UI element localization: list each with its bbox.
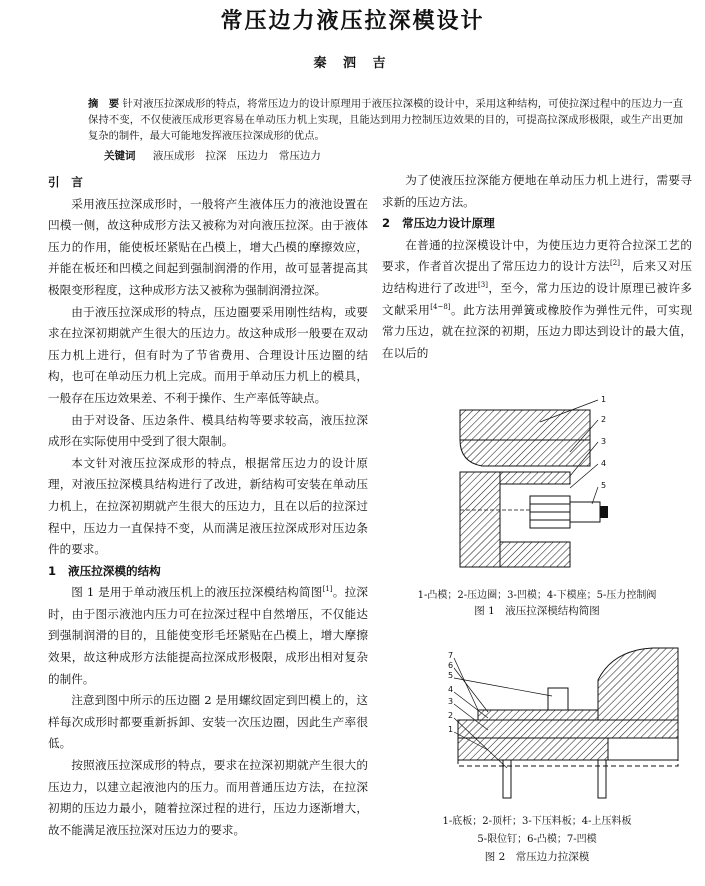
left-paragraph-6: 注意到图中所示的压边圈 2 是用螺纹固定到凹模上的，这样每次成形时都要重新拆卸、安装一次压边圈，因此生产率很低。 <box>48 693 368 751</box>
citation-3: [3] <box>478 281 488 290</box>
figure-1-title: 图 1 液压拉深模结构简图 <box>474 605 600 617</box>
fig1-callout-1: 1 <box>601 395 607 404</box>
p2-text-b: ，后来又对压边结构进行了改进 <box>382 259 692 295</box>
author: 秦 泗 吉 <box>313 56 392 71</box>
left-paragraph-5 <box>48 582 368 690</box>
right-paragraph-1: 为了使液压拉深能方便地在单动压力机上进行，需要寻求新的压边方法。 <box>382 173 692 209</box>
fig2-callout-4: 4 <box>448 685 454 694</box>
p5-text-a: 图 1 是用于单动液压机上的液压拉深模结构简图 <box>71 585 323 600</box>
fig2-callout-2: 2 <box>448 711 454 720</box>
keywords-label: 关键词 <box>104 150 136 162</box>
figure-2-drawing <box>448 640 683 805</box>
paper-title: 常压边力液压拉深模设计 <box>220 9 485 34</box>
section-1-number: 1 <box>48 563 57 578</box>
abstract-text: 针对液压拉深成形的特点，将常压边力的设计原理用于液压拉深模的设计中，采用这种结构，可使拉深过程中的压边力一直保持不变，不仅使液压成形更容易在单动压力机上实现，且能达到用力控制压边效果的目的，可提高拉深成形极限，或生产出更加复杂的制件，最大可能地发挥液压拉深成形的优点。 <box>88 98 684 142</box>
section-1-title: 液压拉深模的结构 <box>68 563 161 578</box>
left-paragraph-7: 按照液压拉深成形的特点，要求在拉深初期就产生很大的压边力，以建立起液池内的压力。而用普通压边方法，在拉深初期的压边力最小，随着拉深过程的进行，压边力逐渐增大，故不能满足液压拉深对压边力的要求。 <box>48 758 368 837</box>
pressure-control-valve <box>530 496 608 528</box>
intro-heading: 引 言 <box>48 175 83 189</box>
citation-4-8: [4~8] <box>430 302 451 311</box>
figure-2-caption-line-1: 1-底板；2-顶杆；3-下压料板；4-上压料板 <box>442 816 632 827</box>
fig2-callout-3: 3 <box>448 697 454 706</box>
fig1-callout-2: 2 <box>601 415 607 424</box>
fig2-callout-5: 5 <box>448 671 454 680</box>
section-2-title: 常压边力设计原理 <box>402 216 495 231</box>
left-column <box>48 170 368 841</box>
left-paragraph-3: 由于对设备、压边条件、模具结构等要求较高，液压拉深成形在实际使用中受到了很大限制。 <box>48 412 368 449</box>
p2-text-d: 。此方法用弹簧或橡胶作为弹性元件，可实现常力压边，就在拉深的初期，压边力即达到设计的最大值，在以后的 <box>382 302 692 360</box>
fig2-callout-6: 6 <box>448 661 454 670</box>
keywords <box>104 148 321 163</box>
right-column <box>382 170 692 364</box>
fig1-callout-3: 3 <box>601 437 607 446</box>
section-2-number: 2 <box>382 216 391 231</box>
upper-die <box>460 410 590 466</box>
figure-1-caption: 1-凸模；2-压边圈；3-凹模；4-下模座；5-压力控制阀 <box>417 590 657 601</box>
figure-2-caption-line-2: 5-限位钉；6-凸模；7-凹模 <box>477 834 597 845</box>
citation-2: [2] <box>610 259 620 268</box>
section-1-heading <box>48 561 368 583</box>
citation-1: [1] <box>322 585 333 594</box>
left-paragraph-2: 由于液压拉深成形的特点，压边圈要采用刚性结构，或要求在拉深初期就产生很大的压边力。故这种成形一般要在双动压力机上进行，但有时为了节省费用、合理设计压边圈的结构，也可在单动压力机上完成。而用于单动压力机上的模具，一般存在压边效果差、不利于操作、生产率低等缺点。 <box>48 304 368 405</box>
right-paragraph-2 <box>382 235 692 365</box>
fig1-callout-5: 5 <box>601 481 607 490</box>
fig1-callout-4: 4 <box>601 459 607 468</box>
fig2-callout-1: 1 <box>448 725 454 734</box>
p5-text-b: 。拉深时，由于图示液池内压力可在拉深过程中自然增压，不仅能达到强制润滑的目的，且能使变形毛坯紧贴在凸模上，增大摩擦效果，故这种成形方法能提高拉深成形极限，成形出相对复杂的制件。 <box>48 585 368 686</box>
keywords-text: 液压成形 拉深 压边力 常压边力 <box>152 150 321 162</box>
left-paragraph-1: 采用液压拉深成形时，一般将产生液体压力的液池设置在凹模一侧，故这种成形方法又被称为对向液压拉深。由于液体压力的作用，能使板坯紧贴在凸模上，增大凸模的摩擦效应，并能在板坯和凹模之间起到强制润滑的作用，故可显著提高其极限变形程度，这种成形方法又被称为强制润滑拉深。 <box>48 196 368 297</box>
fig2-callout-7: 7 <box>448 651 454 660</box>
p2-text-c: ，至今，常力压边的设计原理已被许多文献采用 <box>382 280 692 317</box>
section-2-heading <box>382 213 692 235</box>
left-paragraph-4: 本文针对液压拉深成形的特点，根据常压边力的设计原理，对液压拉深模具结构进行了改进，新结构可安装在单动压力机上，在拉深初期就产生很大的压边力，且在以后的拉深过程中，压边力一直保持不变，从而满足液压拉深成形对压边条件的要求。 <box>48 455 368 557</box>
figure-2-title: 图 2 常压边力拉深模 <box>484 851 590 863</box>
figure-1-drawing <box>420 392 620 572</box>
p2-text-a: 在普通的拉深模设计中，为使压边力更符合拉深工艺的要求，作者首次提出了常压边力的设计方法 <box>382 237 692 274</box>
abstract <box>88 96 683 144</box>
abstract-label: 摘 要 <box>88 98 120 110</box>
die-upper-part <box>478 648 678 720</box>
die-lower-part <box>458 720 678 798</box>
